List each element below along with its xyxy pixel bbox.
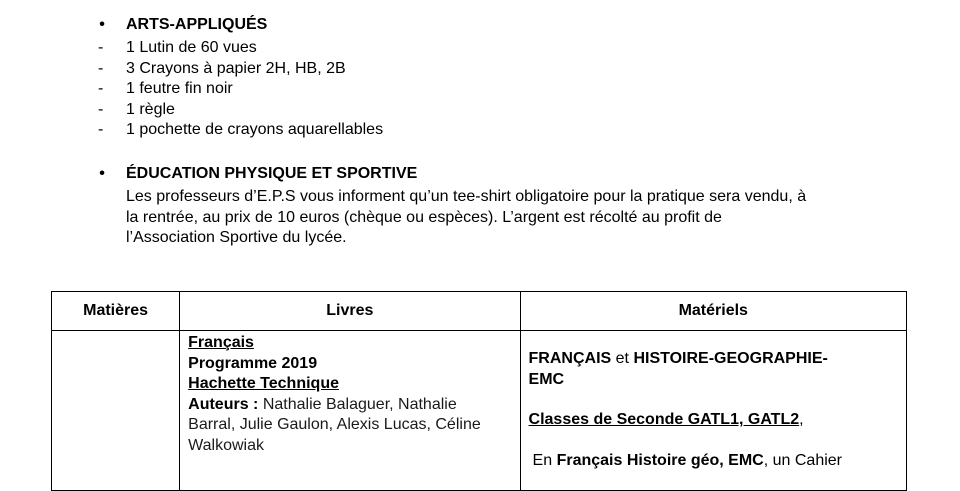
arts-heading <box>96 15 383 35</box>
arts-heading-text: ARTS-APPLIQUÉS <box>126 16 268 33</box>
livres-subject: Français <box>188 334 254 351</box>
cell-materiels <box>520 331 906 491</box>
list-item: - 1 pochette de crayons aquarellables <box>96 120 383 141</box>
list-item: - 1 règle <box>96 100 383 121</box>
eps-paragraph <box>96 187 926 249</box>
cell-matieres <box>52 331 180 491</box>
authors-line-3: Walkowiak <box>188 436 265 454</box>
eps-line: la rentrée, au prix de 10 euros (chèque ou espèces). L’argent est récolté au profit de <box>126 208 722 226</box>
livres-programme: Programme 2019 <box>188 354 318 372</box>
eps-line: l’Association Sportive du lycée. <box>126 229 347 247</box>
table-row <box>52 331 907 491</box>
dash-icon: - <box>98 59 104 77</box>
list-item: - 1 feutre fin noir <box>96 79 383 100</box>
materiels-subjects <box>529 349 902 370</box>
eps-heading-text: ÉDUCATION PHYSIQUE ET SPORTIVE <box>126 165 418 182</box>
livres-publisher: Hachette Technique <box>188 375 339 392</box>
subject-connector: et <box>615 350 629 367</box>
arts-section <box>96 15 383 141</box>
subject-emc: EMC <box>528 370 565 388</box>
dash-icon: - <box>98 100 104 118</box>
subject-histoire: HISTOIRE-GEOGRAPHIE- <box>633 350 828 367</box>
classes-line <box>529 410 902 431</box>
dash-icon: - <box>98 80 104 97</box>
bullet-icon: • <box>99 165 105 182</box>
classes-end: , <box>799 411 804 428</box>
eps-line: Les professeurs d’E.P.S vous informent qu’un tee-shirt obligatoire pour la pratique sera vendu, à <box>126 188 807 205</box>
authors-line-1: Nathalie Balaguer, Nathalie <box>262 395 457 413</box>
livres-authors <box>188 395 519 416</box>
cell-livres <box>180 331 520 491</box>
authors-label: Auteurs : <box>188 395 259 413</box>
table-header-row <box>52 292 907 331</box>
eps-heading <box>96 164 926 184</box>
detail-tail: , un Cahier <box>763 451 842 469</box>
dash-icon: - <box>98 39 104 56</box>
detail-en: En <box>532 451 553 469</box>
header-materiels: Matériels <box>520 292 906 331</box>
list-item: - 3 Crayons à papier 2H, HB, 2B <box>96 59 383 80</box>
arts-list <box>96 38 383 141</box>
materiels-detail <box>529 451 902 472</box>
list-item: - 1 Lutin de 60 vues <box>96 38 383 59</box>
header-livres: Livres <box>180 292 520 331</box>
classes-text: Classes de Seconde GATL1, GATL2 <box>528 411 800 428</box>
detail-subjects: Français Histoire géo, EMC <box>556 451 764 469</box>
supplies-table <box>51 291 907 491</box>
authors-line-2: Barral, Julie Gaulon, Alexis Lucas, Céline <box>188 416 481 433</box>
header-matieres: Matières <box>52 292 180 331</box>
dash-icon: - <box>98 121 104 138</box>
bullet-icon: • <box>99 16 105 33</box>
subject-francais: FRANÇAIS <box>528 350 612 367</box>
eps-section <box>96 164 926 249</box>
